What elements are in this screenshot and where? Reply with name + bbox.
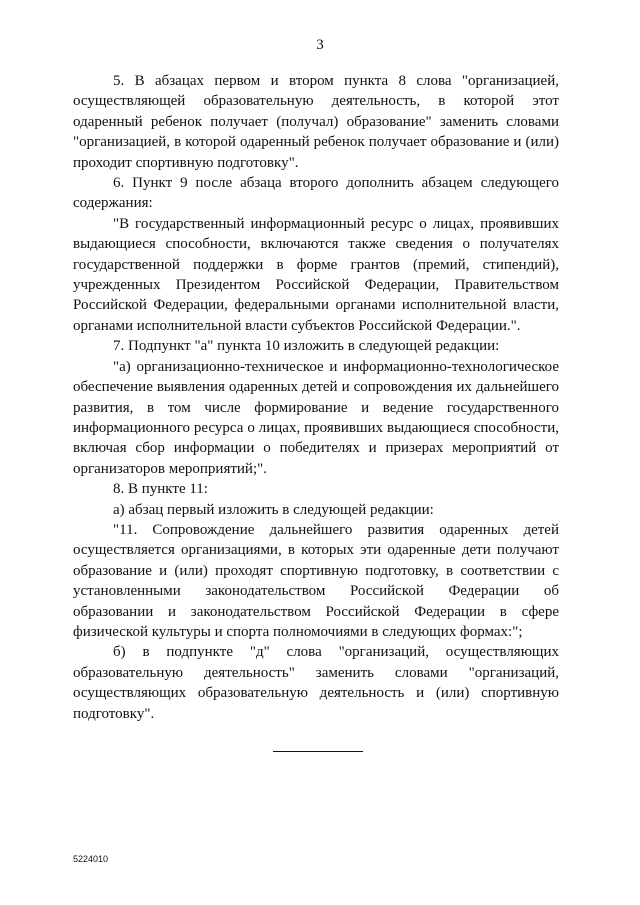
- paragraph-item-7-quote: "а) организационно-техническое и информационно-технологическое обеспечение выявления одаренных детей и сопровождения их дальнейшего развития, в том числе формирование и ведение государственного информационного ресурса о лицах, проявивших выдающиеся способности, включая сбор информации о победителях и призерах мероприятий от организаторов мероприятий;".: [73, 358, 559, 477]
- page-number: 3: [316, 37, 324, 53]
- document-body: [73, 71, 559, 724]
- paragraph-item-5: 5. В абзацах первом и втором пункта 8 слова "организацией, осуществляющей образовательную деятельность, в которой этот одаренный ребенок получает (получал) образование" заменить словами "организацией, в которой одаренный ребенок получает образование и (или) проходит спортивную подготовку".: [73, 73, 559, 171]
- end-of-document-rule: [273, 751, 363, 752]
- paragraph-item-6-quote: "В государственный информационный ресурс о лицах, проявивших выдающиеся способности, включаются также сведения о получателях государственной поддержки в форме грантов (премий, стипендий), учрежденных Президентом Российской Федерации, Правительством Российской Федерации, федеральными органами исполнительной власти, органами исполнительной власти субъектов Российской Федерации.".: [73, 215, 559, 334]
- paragraph-item-8b: б) в подпункте "д" слова "организаций, осуществляющих образовательную деятельность" заменить словами "организаций, осуществляющих образовательную деятельность и (или) спортивную подготовку".: [73, 644, 559, 722]
- paragraph-item-7: 7. Подпункт "а" пункта 10 изложить в следующей редакции:: [113, 338, 500, 355]
- paragraph-item-6: 6. Пункт 9 после абзаца второго дополнить абзацем следующего содержания:: [73, 175, 559, 212]
- paragraph-item-8a-quote: "11. Сопровождение дальнейшего развития одаренных детей осуществляется организациями, в которых эти одаренные дети получают образование и (или) проходят спортивную подготовку, в соответствии с установленными законодательством Российской Федерации об образовании и законодательством Российской Федерации в сфере физической культуры и спорта полномочиями в следующих формах:";: [73, 521, 559, 640]
- paragraph-item-8: 8. В пункте 11:: [113, 481, 208, 498]
- paragraph-item-8a: а) абзац первый изложить в следующей редакции:: [113, 501, 434, 518]
- document-code: 5224010: [73, 854, 109, 864]
